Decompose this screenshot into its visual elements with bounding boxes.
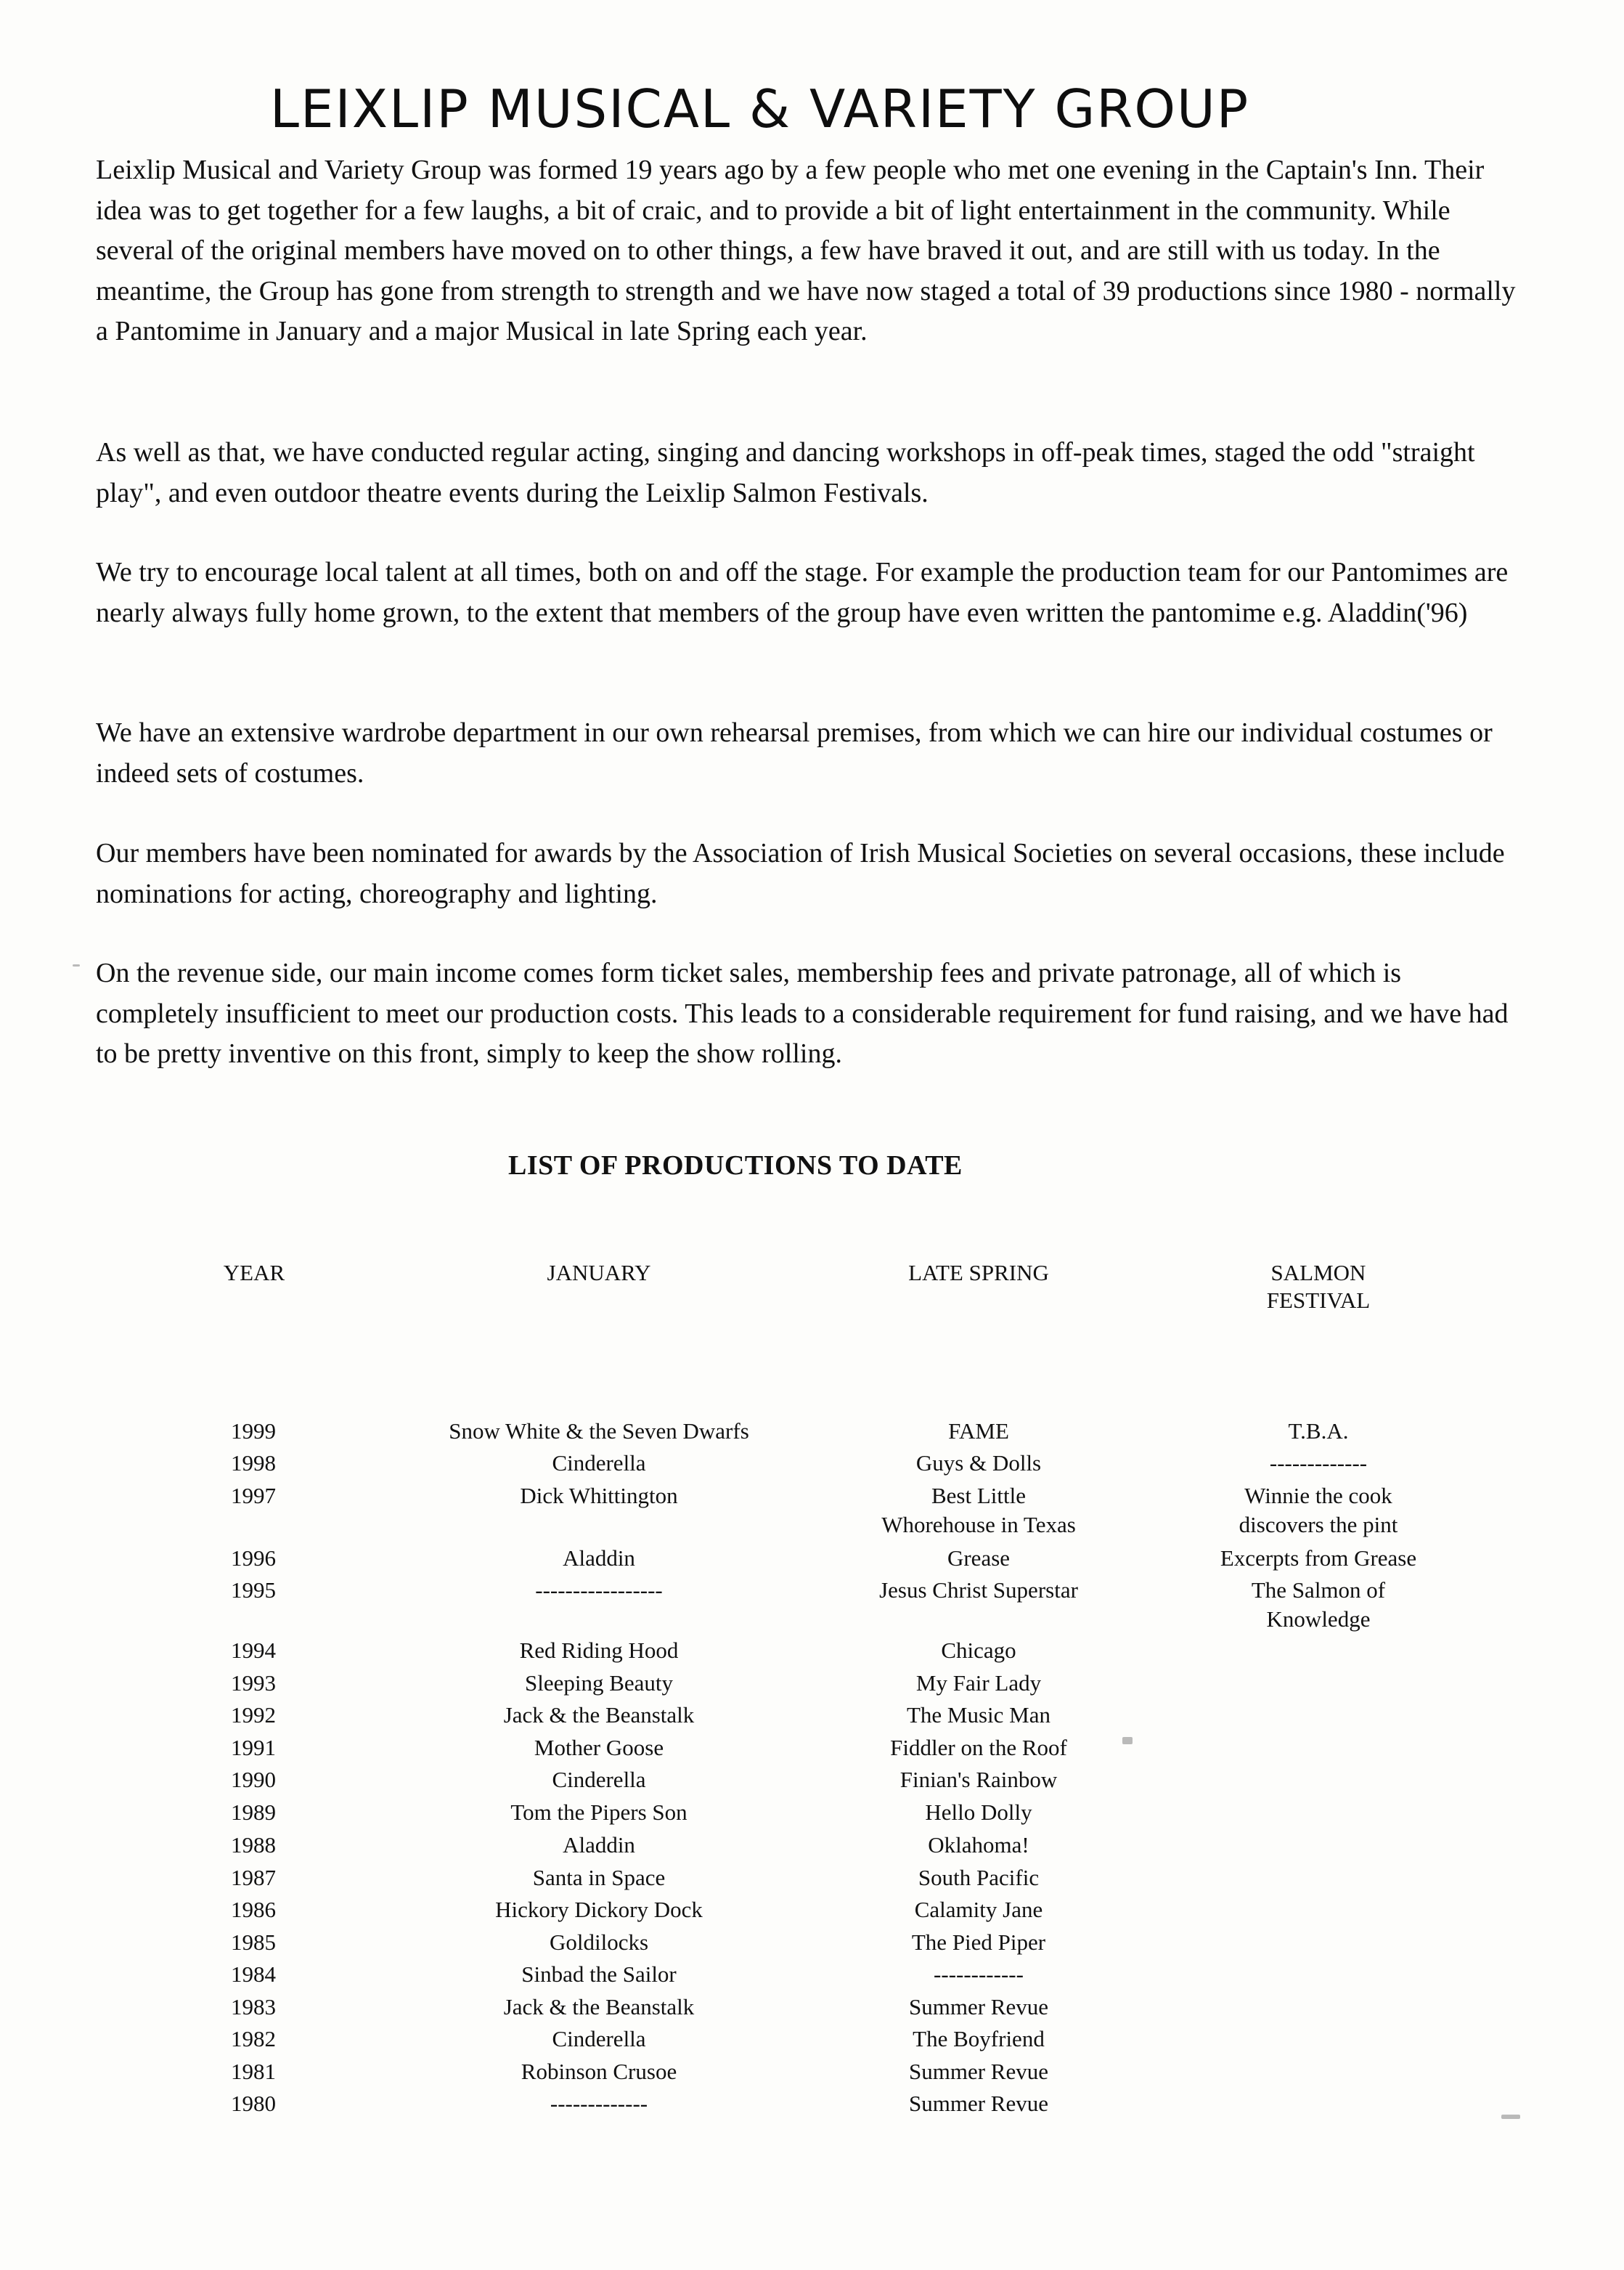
header-january: JANUARY [547, 1260, 651, 1285]
header-late-spring: LATE SPRING [908, 1260, 1049, 1285]
table-cell-late-spring: Summer Revue [909, 1994, 1048, 2019]
table-cell-salmon-festival: discovers the pint [1239, 1512, 1398, 1537]
table-cell-salmon-festival: Excerpts from Grease [1220, 1545, 1417, 1571]
table-cell-late-spring: South Pacific [918, 1865, 1040, 1890]
table-cell-january: Sinbad the Sailor [521, 1961, 677, 1987]
table-cell-salmon-festival: Knowledge [1266, 1606, 1371, 1632]
table-cell-late-spring: Hello Dolly [925, 1799, 1032, 1825]
table-cell-year: 1989 [231, 1799, 276, 1825]
table-cell-late-spring: Jesus Christ Superstar [879, 1577, 1078, 1603]
table-cell-january: Hickory Dickory Dock [495, 1897, 703, 1922]
table-cell-year: 1985 [231, 1929, 276, 1955]
header-salmon: SALMON [1270, 1260, 1366, 1285]
table-cell-january: ------------- [550, 2091, 648, 2116]
header-year: YEAR [223, 1260, 285, 1285]
table-cell-january: Jack & the Beanstalk [503, 1702, 695, 1728]
table-cell-late-spring: The Boyfriend [913, 2026, 1045, 2051]
table-cell-late-spring: Fiddler on the Roof [890, 1735, 1067, 1760]
paragraph-workshops: As well as that, we have conducted regular acting, singing and dancing workshops in off-peak times, staged the odd "straight play", and even outdoor theatre events during the Leixlip Salmon Festivals. [96, 437, 1475, 508]
table-cell-january: Tom the Pipers Son [510, 1799, 687, 1825]
page-title: LEIXLIP MUSICAL & VARIETY GROUP [269, 78, 1250, 139]
scan-mark [1501, 2115, 1520, 2119]
table-cell-january: Cinderella [552, 1767, 646, 1792]
table-cell-year: 1992 [231, 1702, 276, 1728]
table-cell-late-spring: Best Little [931, 1483, 1026, 1508]
table-cell-year: 1983 [231, 1994, 276, 2019]
table-cell-year: 1999 [231, 1418, 276, 1444]
table-cell-year: 1990 [231, 1767, 276, 1792]
table-cell-salmon-festival: T.B.A. [1288, 1418, 1349, 1444]
table-cell-january: Aladdin [563, 1545, 635, 1571]
table-cell-year: 1995 [231, 1577, 276, 1603]
table-cell-year: 1981 [231, 2059, 276, 2084]
scan-mark [73, 964, 80, 967]
table-cell-year: 1997 [231, 1483, 276, 1508]
table-cell-january: ----------------- [535, 1577, 663, 1603]
table-cell-year: 1987 [231, 1865, 276, 1890]
table-cell-january: Aladdin [563, 1832, 635, 1858]
paragraph-revenue: On the revenue side, our main income comes form ticket sales, membership fees and private patronage, all of which is completely insufficient to meet our production costs. This leads to a considerable requirement for fund raising, and we have had to be pretty inventive on this front, simply to keep the show rolling. [96, 958, 1509, 1069]
table-cell-year: 1980 [231, 2091, 276, 2116]
table-cell-late-spring: My Fair Lady [915, 1670, 1042, 1696]
table-cell-salmon-festival: ------------- [1269, 1450, 1368, 1476]
table-cell-late-spring: Chicago [941, 1638, 1016, 1663]
table-cell-year: 1998 [231, 1450, 276, 1476]
table-cell-year: 1991 [231, 1735, 276, 1760]
table-cell-year: 1982 [231, 2026, 276, 2051]
table-cell-late-spring: Summer Revue [909, 2059, 1048, 2084]
table-cell-late-spring: Summer Revue [909, 2091, 1048, 2116]
table-cell-year: 1988 [231, 1832, 276, 1858]
table-cell-late-spring: Guys & Dolls [915, 1450, 1042, 1476]
table-cell-january: Dick Whittington [520, 1483, 678, 1508]
table-cell-year: 1994 [231, 1638, 276, 1663]
header-festival: FESTIVAL [1266, 1287, 1371, 1313]
table-cell-late-spring: Grease [947, 1545, 1011, 1571]
table-cell-january: Red Riding Hood [519, 1638, 679, 1663]
header-salmon-festival [1180, 1259, 1456, 1314]
paragraph-wardrobe: We have an extensive wardrobe department in our own rehearsal premises, from which we can hire our individual costumes or indeed sets of costumes. [96, 717, 1493, 789]
table-cell-late-spring: Whorehouse in Texas [881, 1512, 1076, 1537]
scan-mark [1122, 1737, 1133, 1744]
table-cell-salmon-festival: Winnie the cook [1244, 1483, 1392, 1508]
table-cell-year: 1984 [231, 1961, 276, 1987]
table-cell-late-spring: The Music Man [906, 1702, 1051, 1728]
table-cell-late-spring: Calamity Jane [914, 1897, 1043, 1922]
productions-list-title: LIST OF PRODUCTIONS TO DATE [508, 1150, 963, 1181]
table-cell-january: Cinderella [552, 1450, 646, 1476]
table-cell-salmon-festival: The Salmon of [1251, 1577, 1386, 1603]
table-cell-january: Snow White & the Seven Dwarfs [449, 1418, 749, 1444]
table-cell-january: Goldilocks [549, 1929, 649, 1955]
table-cell-late-spring: FAME [948, 1418, 1009, 1444]
table-cell-january: Robinson Crusoe [521, 2059, 677, 2084]
table-cell-year: 1993 [231, 1670, 276, 1696]
table-cell-january: Mother Goose [534, 1735, 664, 1760]
table-cell-year: 1986 [231, 1897, 276, 1922]
table-cell-late-spring: ------------ [934, 1961, 1024, 1987]
paragraph-awards: Our members have been nominated for awards by the Association of Irish Musical Societies on several occasions, these include nominations for acting, choreography and lighting. [96, 838, 1505, 909]
paragraph-local-talent: We try to encourage local talent at all times, both on and off the stage. For example the production team for our Pantomimes are nearly always fully home grown, to the extent that members of the group have even written the pantomime e.g. Aladdin('96) [96, 557, 1509, 628]
table-cell-january: Cinderella [552, 2026, 646, 2051]
table-cell-january: Sleeping Beauty [524, 1670, 674, 1696]
paragraph-history: Leixlip Musical and Variety Group was formed 19 years ago by a few people who met one evening in the Captain's Inn. Their idea was to get together for a few laughs, a bit of craic, and to provide a bit of light entertainment in the community. While several of the original members have moved on to other things, a few have braved it out, and are still with us today. In the meantime, the Group has gone from strength to strength and we have now staged a total of 39 productions since 1980 - normally a Pantomime in January and a major Musical in late Spring each year. [96, 155, 1516, 346]
table-cell-late-spring: Finian's Rainbow [899, 1767, 1058, 1792]
table-cell-late-spring: The Pied Piper [911, 1929, 1046, 1955]
table-cell-year: 1996 [231, 1545, 276, 1571]
table-cell-january: Santa in Space [532, 1865, 666, 1890]
table-cell-late-spring: Oklahoma! [928, 1832, 1029, 1858]
table-cell-january: Jack & the Beanstalk [503, 1994, 695, 2019]
